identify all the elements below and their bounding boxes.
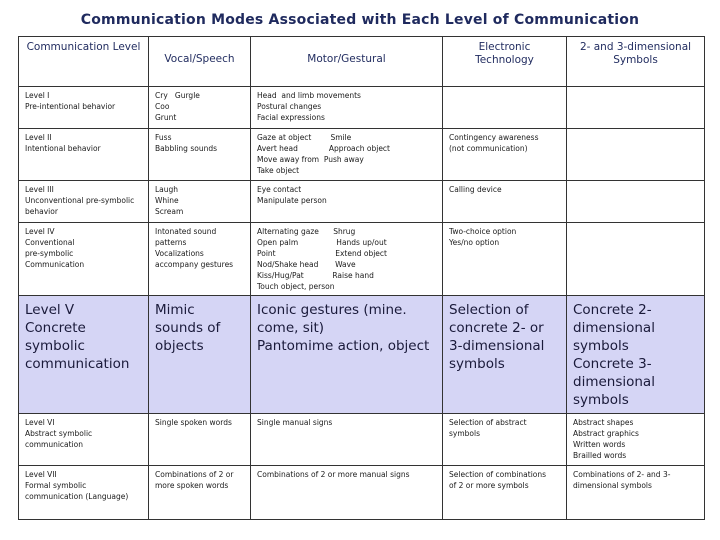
cell-motor xyxy=(251,181,443,223)
cell-line: Mimic sounds of objects xyxy=(155,302,221,354)
communication-table xyxy=(18,36,705,520)
cell-vocal xyxy=(149,223,251,296)
cell-line: more spoken words xyxy=(155,481,229,490)
cell-line: Fuss xyxy=(155,133,172,142)
header-row xyxy=(19,37,705,87)
cell-line: behavior xyxy=(25,207,58,216)
cell-motor xyxy=(251,129,443,181)
cell-tech xyxy=(443,414,567,466)
cell-tech xyxy=(443,87,567,129)
cell-line: accompany gestures xyxy=(155,260,234,269)
cell-line: Vocalizations xyxy=(155,249,204,258)
cell-line: Combinations of 2- and 3- xyxy=(573,470,671,479)
cell-line: Facial expressions xyxy=(257,113,325,122)
cell-sym xyxy=(567,181,705,223)
cell-motor xyxy=(251,296,443,414)
cell-line: Scream xyxy=(155,207,184,216)
cell-line: Cry Gurgle xyxy=(155,91,200,100)
cell-line: Level VI xyxy=(25,418,55,427)
cell-line: Unconventional pre-symbolic xyxy=(25,196,135,205)
cell-line: Abstract graphics xyxy=(573,429,639,438)
table-row xyxy=(19,181,705,223)
header-level: Communication Level xyxy=(19,37,149,87)
cell-motor xyxy=(251,414,443,466)
cell-line: Level V xyxy=(25,302,75,318)
cell-vocal xyxy=(149,414,251,466)
cell-line: Level II xyxy=(25,133,52,142)
cell-line: Avert head Approach object xyxy=(257,144,390,153)
cell-line: Move away from Push away xyxy=(257,155,364,164)
cell-line: Level III xyxy=(25,185,54,194)
cell-line: Head and limb movements xyxy=(257,91,361,100)
cell-line: Nod/Shake head Wave xyxy=(257,260,356,269)
cell-line: Brailled words xyxy=(573,451,627,460)
cell-line: Communication xyxy=(25,260,85,269)
cell-motor xyxy=(251,466,443,520)
cell-level xyxy=(19,296,149,414)
cell-line: Concrete symbolic communication xyxy=(25,320,130,372)
cell-line: communication xyxy=(25,440,84,449)
cell-line: Level VII xyxy=(25,470,57,479)
cell-sym xyxy=(567,223,705,296)
cell-sym xyxy=(567,129,705,181)
cell-line: Open palm Hands up/out xyxy=(257,238,387,247)
cell-line: Manipulate person xyxy=(257,196,327,205)
cell-level xyxy=(19,466,149,520)
header-motor: Motor/Gestural xyxy=(251,37,443,87)
cell-line: Combinations of 2 or xyxy=(155,470,234,479)
cell-line: Eye contact xyxy=(257,185,302,194)
cell-tech xyxy=(443,466,567,520)
cell-line: Level IV xyxy=(25,227,55,236)
cell-level xyxy=(19,87,149,129)
cell-line: Whine xyxy=(155,196,179,205)
cell-line: Concrete 2-dimensional symbols xyxy=(573,302,655,354)
cell-line: Alternating gaze Shrug xyxy=(257,227,356,236)
cell-line: Single manual signs xyxy=(257,418,333,427)
cell-line: Selection of combinations xyxy=(449,470,547,479)
cell-motor xyxy=(251,223,443,296)
cell-level xyxy=(19,129,149,181)
cell-line: Intonated sound xyxy=(155,227,217,236)
cell-vocal xyxy=(149,87,251,129)
cell-line: Gaze at object Smile xyxy=(257,133,352,142)
cell-vocal xyxy=(149,296,251,414)
table-row xyxy=(19,129,705,181)
cell-line: patterns xyxy=(155,238,187,247)
cell-sym xyxy=(567,466,705,520)
cell-line: Two-choice option xyxy=(449,227,517,236)
cell-line: (not communication) xyxy=(449,144,528,153)
cell-sym xyxy=(567,414,705,466)
cell-tech xyxy=(443,129,567,181)
table-row xyxy=(19,414,705,466)
cell-line: pre-symbolic xyxy=(25,249,74,258)
cell-line: Written words xyxy=(573,440,626,449)
cell-motor xyxy=(251,87,443,129)
cell-line: Contingency awareness xyxy=(449,133,539,142)
cell-line: Pre-intentional behavior xyxy=(25,102,116,111)
cell-line: Intentional behavior xyxy=(25,144,101,153)
cell-line: communication (Language) xyxy=(25,492,129,501)
cell-sym xyxy=(567,296,705,414)
cell-line: Level I xyxy=(25,91,50,100)
cell-vocal xyxy=(149,466,251,520)
cell-level xyxy=(19,223,149,296)
cell-line: Point Extend object xyxy=(257,249,387,258)
table-row xyxy=(19,223,705,296)
cell-line: Calling device xyxy=(449,185,502,194)
table-row xyxy=(19,296,705,414)
cell-level xyxy=(19,414,149,466)
cell-tech xyxy=(443,181,567,223)
cell-line: Babbling sounds xyxy=(155,144,217,153)
cell-line: Single spoken words xyxy=(155,418,232,427)
cell-line: Formal symbolic xyxy=(25,481,87,490)
cell-line: Abstract shapes xyxy=(573,418,634,427)
cell-line: dimensional symbols xyxy=(573,481,652,490)
cell-line: Pantomime action, object xyxy=(257,338,430,354)
cell-tech xyxy=(443,223,567,296)
cell-line: Touch object, person xyxy=(257,282,335,291)
table-row xyxy=(19,87,705,129)
cell-line: Selection of concrete 2- or 3-dimensional symbols xyxy=(449,302,545,372)
cell-level xyxy=(19,181,149,223)
cell-line: Postural changes xyxy=(257,102,322,111)
cell-line: symbols xyxy=(449,429,480,438)
cell-line: Laugh xyxy=(155,185,179,194)
cell-line: Kiss/Hug/Pat Raise hand xyxy=(257,271,374,280)
table-body xyxy=(19,87,705,520)
cell-line: Combinations of 2 or more manual signs xyxy=(257,470,410,479)
cell-line: Abstract symbolic xyxy=(25,429,93,438)
header-symbols: 2- and 3-dimensional Symbols xyxy=(567,37,705,87)
cell-line: of 2 or more symbols xyxy=(449,481,529,490)
table-row xyxy=(19,466,705,520)
cell-line: Concrete 3-dimensional symbols xyxy=(573,356,655,408)
cell-tech xyxy=(443,296,567,414)
cell-line: Selection of abstract xyxy=(449,418,527,427)
cell-line: Yes/no option xyxy=(449,238,500,247)
cell-line: Conventional xyxy=(25,238,75,247)
header-vocal: Vocal/Speech xyxy=(149,37,251,87)
cell-sym xyxy=(567,87,705,129)
cell-line: Iconic gestures (mine. come, sit) xyxy=(257,302,407,336)
cell-vocal xyxy=(149,129,251,181)
cell-line: Grunt xyxy=(155,113,177,122)
cell-vocal xyxy=(149,181,251,223)
header-tech: Electronic Technology xyxy=(443,37,567,87)
page-title: Communication Modes Associated with Each Level of Communication xyxy=(80,12,640,28)
cell-line: Coo xyxy=(155,102,170,111)
cell-line: Take object xyxy=(257,166,300,175)
